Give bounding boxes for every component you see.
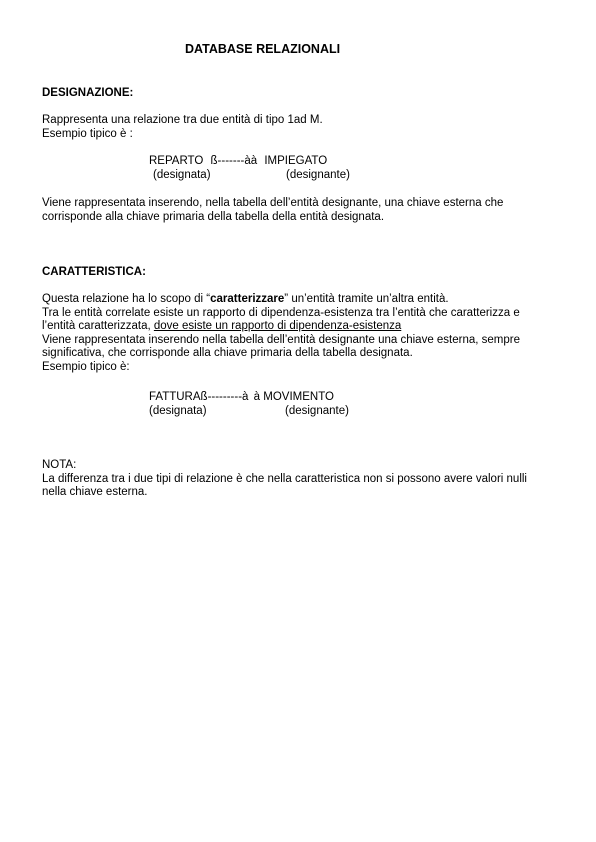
caratteristica-line-1 xyxy=(42,293,557,307)
entity-designata-role: (designata) xyxy=(149,405,207,417)
relation-arrow: ß---------à xyxy=(200,391,249,403)
designazione-intro-line-1: Rappresenta una relazione tra due entità di tipo 1ad M. xyxy=(42,114,323,126)
caratteristica-line-3-pre: l’entità caratterizzata, xyxy=(42,320,154,332)
entity-designata-role: (designata) xyxy=(153,169,211,181)
entity-designante-name: MOVIMENTO xyxy=(263,391,334,403)
caratteristica-emphasis: caratterizzare xyxy=(210,293,285,305)
nota-section xyxy=(42,459,557,500)
relation-arrow: ß-------àà xyxy=(210,155,258,167)
caratteristica-line-3 xyxy=(42,320,557,334)
nota-line-1: La differenza tra i due tipi di relazione è che nella caratteristica non si possono avere valori nulli xyxy=(42,472,527,485)
designazione-intro xyxy=(42,114,557,141)
designazione-example-relation xyxy=(149,154,327,168)
caratteristica-underlined-text: dove esiste un rapporto di dipendenza-esistenza xyxy=(153,320,402,332)
entity-designante-name: IMPIEGATO xyxy=(264,155,328,167)
caratteristica-example-relation xyxy=(149,390,334,404)
caratteristica-line-6: Esempio tipico è: xyxy=(42,360,130,373)
caratteristica-line-2: Tra le entità correlate esiste un rapporto di dipendenza-esistenza tra l’entità che caratterizza e xyxy=(42,306,520,319)
caratteristica-body xyxy=(42,293,557,374)
caratteristica-line-1-post: ” un’entità tramite un’altra entità. xyxy=(284,293,449,305)
entity-designante-role: (designante) xyxy=(286,169,350,181)
designazione-body-line-1: Viene rappresentata inserendo, nella tabella dell’entità designante, una chiave esterna che xyxy=(42,197,504,209)
entity-designante-role: (designante) xyxy=(285,405,349,417)
page-title: DATABASE RELAZIONALI xyxy=(185,42,341,56)
entity-designata-name: REPARTO xyxy=(149,155,204,167)
nota-line-2: nella chiave esterna. xyxy=(42,486,148,498)
caratteristica-line-1-pre: Questa relazione ha lo scopo di “ xyxy=(42,293,211,305)
designazione-intro-line-2: Esempio tipico è : xyxy=(42,127,133,140)
relation-arrow-head: à xyxy=(253,391,261,403)
designazione-body xyxy=(42,197,557,224)
caratteristica-line-4: Viene rappresentata inserendo nella tabella dell’entità designante una chiave esterna, sempre xyxy=(42,333,521,346)
section-heading-designazione: DESIGNAZIONE: xyxy=(42,87,134,99)
nota-heading: NOTA: xyxy=(42,459,77,471)
caratteristica-line-5: significativa, che corrisponde alla chiave primaria della tabella designata. xyxy=(42,347,413,359)
entity-designata-name: FATTURA xyxy=(149,391,201,403)
designazione-body-line-2: corrisponde alla chiave primaria della tabella della entità designata. xyxy=(42,210,385,223)
section-heading-caratteristica: CARATTERISTICA: xyxy=(42,266,146,278)
